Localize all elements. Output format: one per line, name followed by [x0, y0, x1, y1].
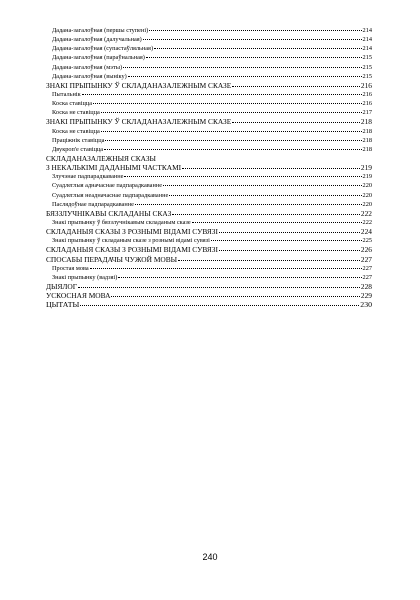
toc-leader-dots — [135, 204, 362, 205]
toc-subsection-entry — [46, 90, 372, 99]
toc-page-number: 227 — [362, 264, 372, 272]
toc-entry-title: ЦЫТАТЫ — [46, 300, 80, 310]
toc-page-number: 214 — [362, 27, 372, 34]
toc-entry-title: Знакі прыпынку ў складаным сказе з рознымі відамі сувязі — [52, 237, 210, 245]
toc-subsection-entry — [46, 264, 372, 273]
toc-entry-title: Паслядоўнае падпарадкаванне — [52, 200, 134, 208]
toc-section-entry — [46, 300, 372, 309]
toc-page-number: 225 — [362, 237, 372, 245]
toc-entry-title: СКЛАДАНЫЯ СКАЗЫ З РОЗНЫМІ ВІДАМІ СУВЯЗІ — [46, 227, 218, 237]
toc-section-entry — [46, 245, 372, 254]
toc-section-entry — [46, 81, 372, 90]
toc-entry-title: Дадана-загалоўная (параўнальная) — [52, 54, 145, 62]
toc-section-entry — [46, 227, 372, 236]
toc-section-entry — [46, 154, 372, 163]
toc-entry-title: Двукроп'е ставіцца — [52, 145, 104, 153]
toc-entry-title: Простая мова — [52, 264, 89, 272]
toc-page-number: 215 — [362, 63, 372, 71]
toc-subsection-entry — [46, 53, 372, 62]
toc-page-number: 216 — [362, 100, 372, 108]
toc-page-number: 219 — [362, 173, 372, 181]
toc-page-number: 215 — [362, 54, 372, 62]
toc-leader-dots — [149, 30, 361, 31]
toc-entry-title: СКЛАДАНЫЯ СКАЗЫ З РОЗНЫМІ ВІДАМІ СУВЯЗІ — [46, 245, 218, 255]
toc-leader-dots — [123, 67, 361, 68]
toc-page-number: 219 — [360, 163, 372, 173]
toc-page-number: 224 — [360, 227, 372, 237]
toc-leader-dots — [163, 185, 362, 186]
toc-entry-title: ЗНАКІ ПРЫПЫНКУ Ў СКЛАДАНАЗАЛЕЖНЫМ СКАЗЕ — [46, 80, 232, 90]
toc-entry-title: Пытальнік — [52, 90, 81, 98]
toc-entry-title: ДЫЯЛОГ — [46, 281, 78, 291]
toc-leader-dots — [101, 131, 362, 132]
toc-leader-dots — [178, 260, 360, 261]
toc-section-entry — [46, 291, 372, 300]
toc-page-number: 218 — [362, 145, 372, 153]
toc-leader-dots — [192, 222, 362, 223]
toc-entry-title: УСКОСНАЯ МОВА — [46, 291, 111, 301]
toc-entry-title: Знакі прыпынку ў бяззлучнікавым складаным сказе — [52, 218, 191, 226]
toc-leader-dots — [128, 76, 362, 77]
toc-page-number: 222 — [362, 218, 372, 226]
toc-subsection-entry — [46, 191, 372, 200]
toc-page-number: 227 — [362, 273, 372, 281]
toc-entry-title: Дадана-загалоўная (выніку) — [52, 72, 127, 80]
toc-page-number: 216 — [362, 90, 372, 98]
toc-subsection-entry — [46, 136, 372, 145]
toc-entry-title: Дадана-загалоўная (мэты) — [52, 63, 123, 71]
toc-page-number: 214 — [362, 36, 372, 44]
toc-leader-dots — [219, 232, 360, 233]
toc-page-number: 214 — [362, 45, 372, 53]
toc-entry-title: З НЕКАЛЬКІМІ ДАДАНЫМІ ЧАСТКАМІ — [46, 163, 182, 173]
toc-leader-dots — [232, 86, 360, 87]
toc-leader-dots — [143, 39, 362, 40]
toc-subsection-entry — [46, 172, 372, 181]
toc-entry-title: СКЛАДАНАЗАЛЕЖНЫЯ СКАЗЫ — [46, 153, 156, 163]
toc-page-number: 218 — [360, 117, 372, 127]
toc-page-number: 230 — [360, 300, 372, 310]
toc-page-number: 218 — [362, 127, 372, 135]
toc-subsection-entry — [46, 127, 372, 136]
toc-leader-dots — [101, 112, 362, 113]
toc-page-number: 220 — [362, 191, 372, 199]
toc-entry-title: Коска не ставіцца — [52, 127, 100, 135]
toc-subsection-entry — [46, 145, 372, 154]
toc-leader-dots — [124, 176, 361, 177]
toc-section-entry — [46, 255, 372, 264]
toc-section-entry — [46, 282, 372, 291]
toc-leader-dots — [182, 168, 360, 169]
toc-entry-title: СПОСАБЫ ПЕРАДАЧЫ ЧУЖОЙ МОВЫ — [46, 254, 178, 264]
toc-leader-dots — [105, 140, 361, 141]
toc-page-number: 227 — [360, 254, 372, 264]
toc-page-number: 215 — [362, 72, 372, 80]
toc-leader-dots — [80, 305, 359, 306]
toc-entry-title: ЗНАКІ ПРЫПЫНКУ Ў СКЛАДАНАЗАЛЕЖНЫМ СКАЗЕ — [46, 117, 232, 127]
toc-leader-dots — [169, 195, 361, 196]
toc-leader-dots — [118, 277, 361, 278]
toc-leader-dots — [211, 240, 362, 241]
toc-entry-title: Коска ставіцца — [52, 100, 92, 108]
toc-leader-dots — [232, 122, 360, 123]
toc-entry-title: Злучэнае падпарадкаванне — [52, 173, 124, 181]
toc-leader-dots — [111, 296, 359, 297]
toc-subsection-entry — [46, 44, 372, 53]
toc-page-number: 222 — [360, 208, 372, 218]
toc-entry-title: Дадана-загалоўная (першы ступені) — [52, 27, 149, 34]
toc-page-number: 226 — [360, 245, 372, 255]
toc-entry-title: Праціжнік ставіцца — [52, 136, 105, 144]
toc-page-number: 218 — [362, 136, 372, 144]
table-of-contents — [46, 26, 372, 309]
toc-leader-dots — [219, 250, 360, 251]
toc-subsection-entry — [46, 72, 372, 81]
toc-leader-dots — [78, 287, 360, 288]
toc-page-number: 216 — [360, 80, 372, 90]
toc-entry-title: Дадана-загалоўная (супастаўляльная) — [52, 45, 154, 53]
toc-leader-dots — [104, 149, 361, 150]
toc-entry-title: Знакі прыпынку (вадзяі) — [52, 273, 118, 281]
toc-subsection-entry — [46, 26, 372, 35]
toc-leader-dots — [93, 103, 362, 104]
toc-subsection-entry — [46, 218, 372, 227]
toc-page-number: 217 — [362, 109, 372, 117]
toc-page-number: 229 — [360, 291, 372, 301]
toc-subsection-entry — [46, 99, 372, 108]
toc-page-number: 228 — [360, 281, 372, 291]
toc-subsection-entry — [46, 236, 372, 245]
toc-section-entry — [46, 209, 372, 218]
toc-subsection-entry — [46, 63, 372, 72]
page-number: 240 — [202, 552, 218, 562]
toc-leader-dots — [90, 268, 362, 269]
toc-section-entry — [46, 117, 372, 126]
toc-subsection-entry — [46, 108, 372, 117]
toc-entry-title: БЯЗЗЛУЧНІКАВЫ СКЛАДАНЫ СКАЗ — [46, 208, 172, 218]
toc-section-entry — [46, 163, 372, 172]
toc-subsection-entry — [46, 35, 372, 44]
toc-subsection-entry — [46, 200, 372, 209]
toc-entry-title: Суадлеглыя адначаснае падпарадкаванне — [52, 182, 163, 190]
toc-entry-title: Коска не ставіцца — [52, 109, 100, 117]
toc-leader-dots — [154, 48, 362, 49]
toc-subsection-entry — [46, 181, 372, 190]
toc-entry-title: Дадана-загалоўная (далучальная) — [52, 36, 142, 44]
toc-leader-dots — [172, 214, 360, 215]
toc-leader-dots — [146, 57, 362, 58]
toc-subsection-entry — [46, 273, 372, 282]
toc-page-number: 220 — [362, 182, 372, 190]
toc-page-number: 220 — [362, 200, 372, 208]
toc-leader-dots — [82, 94, 362, 95]
toc-entry-title: Суадлеглыя неадначаснае падпарадкаванне — [52, 191, 169, 199]
